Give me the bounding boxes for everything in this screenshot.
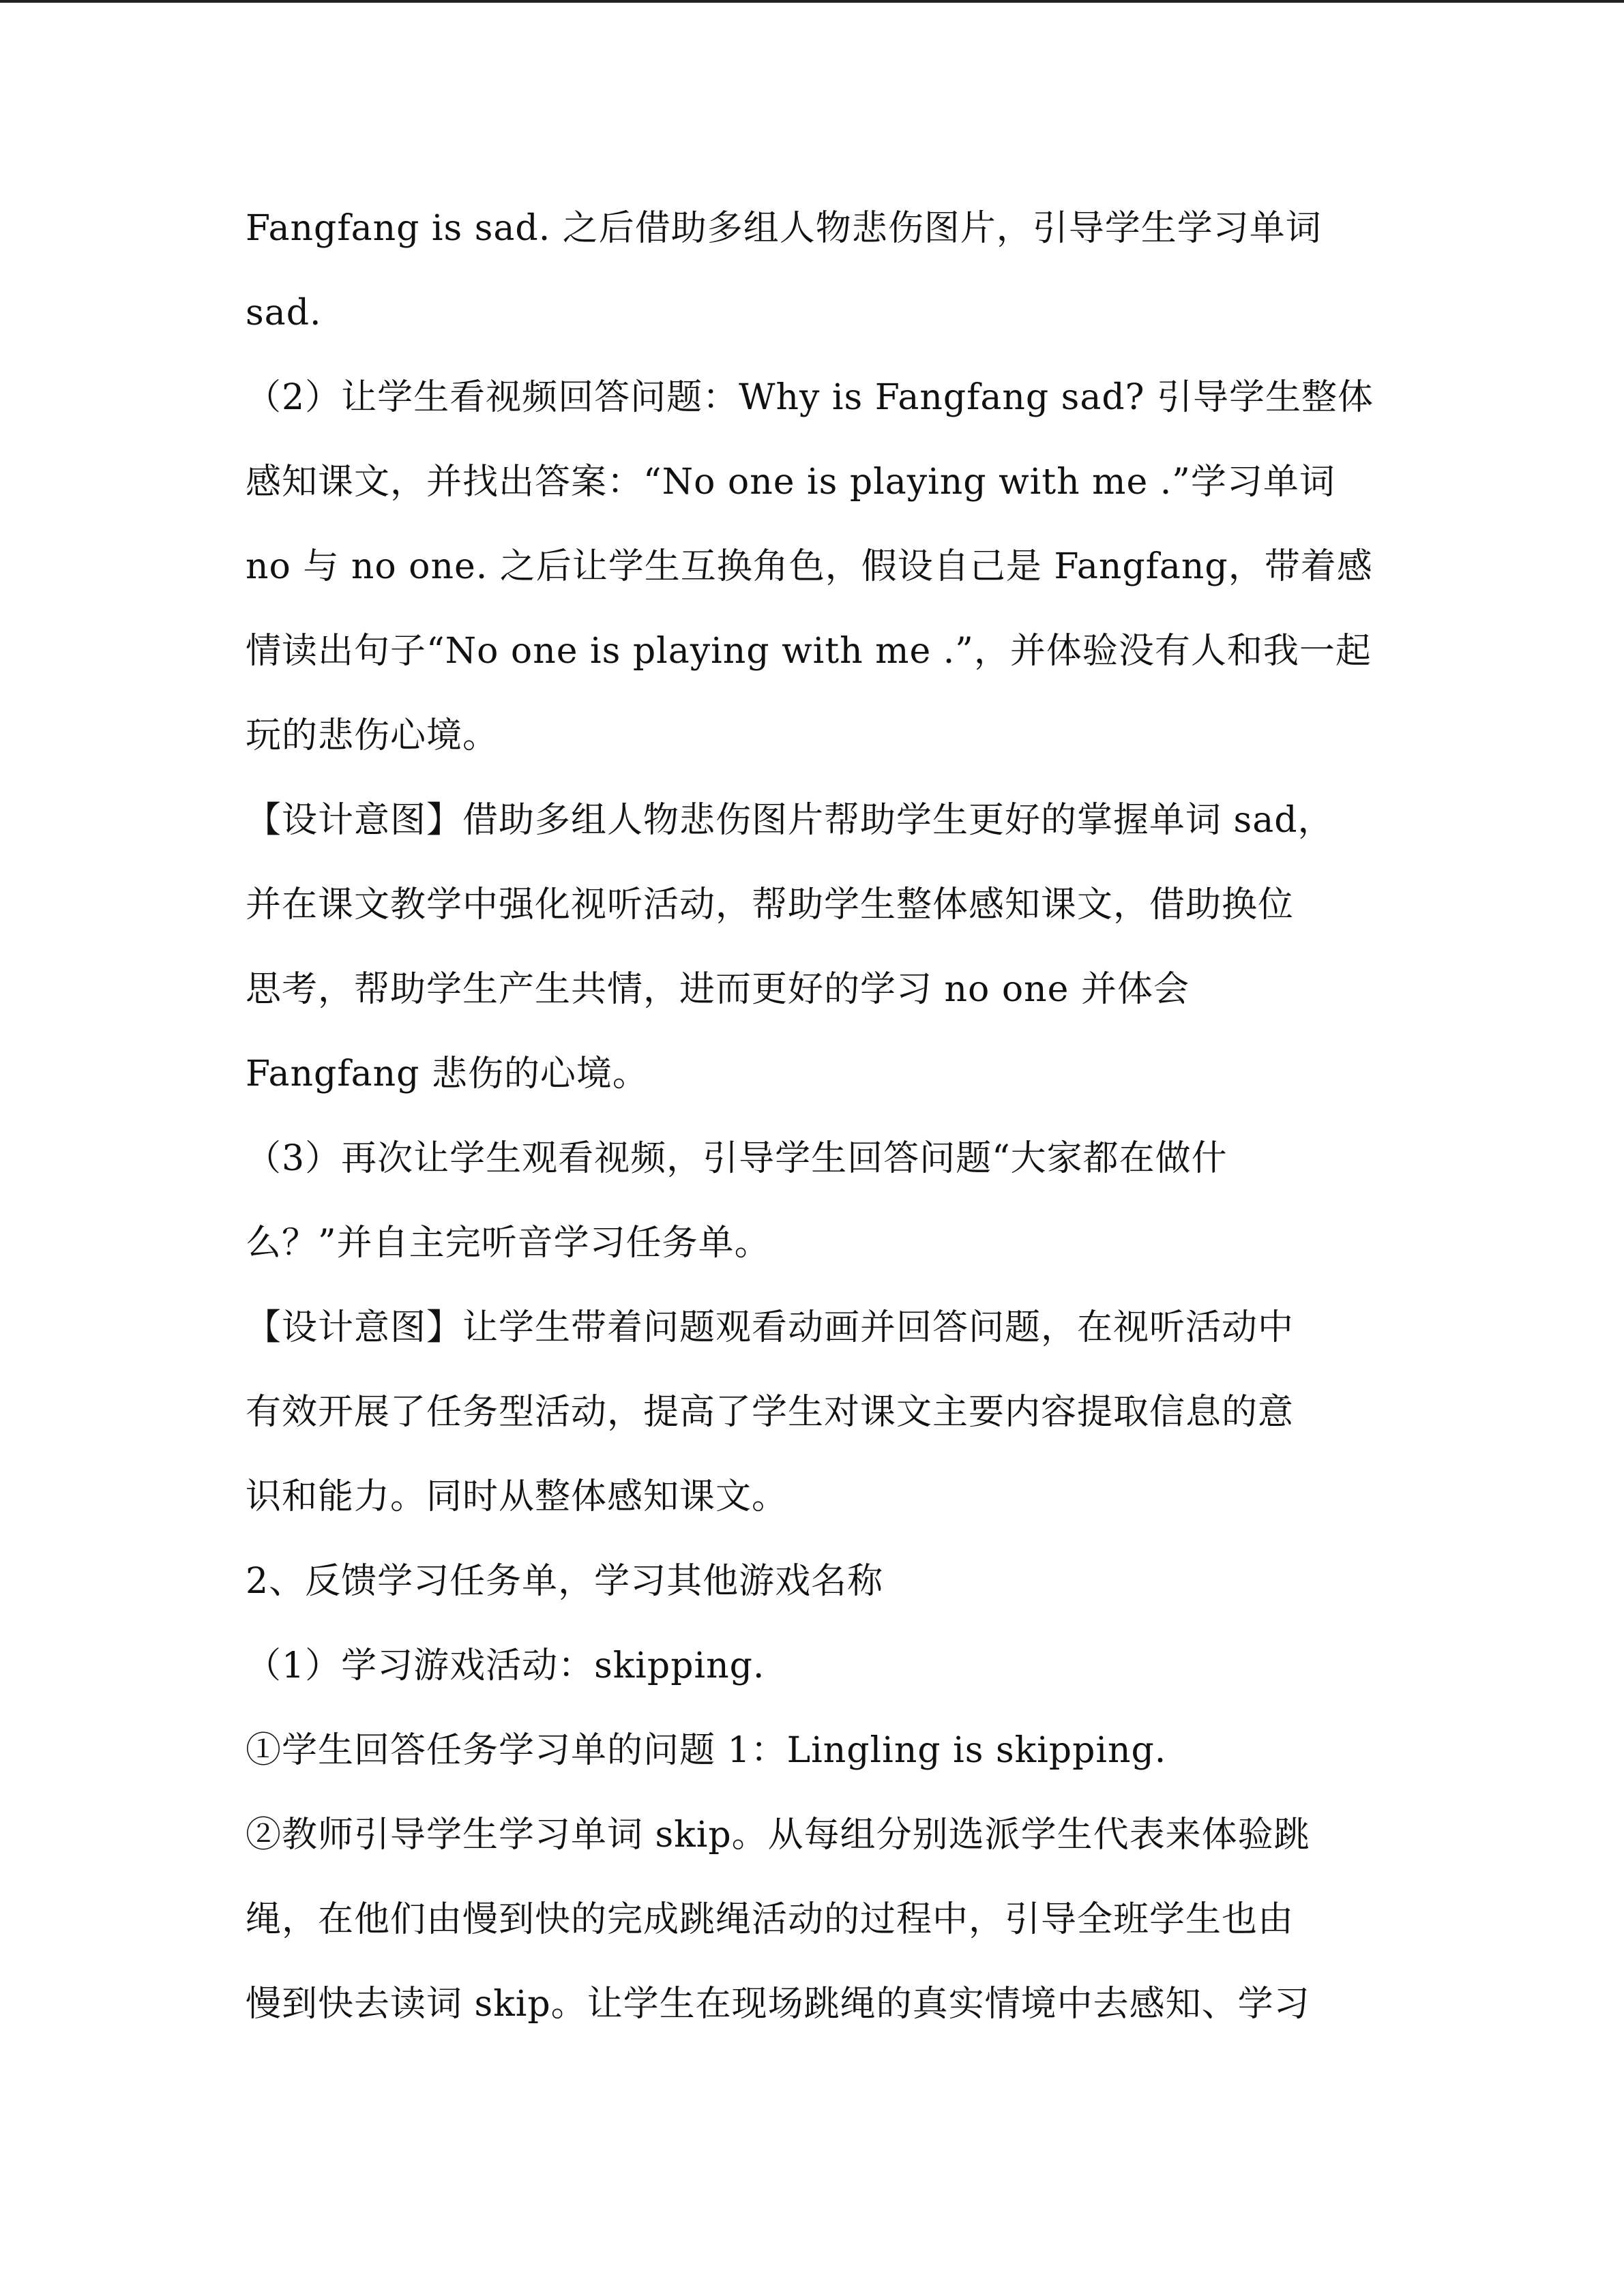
page-top-border (0, 0, 1624, 3)
text-line: 慢到快去读词 skip。让学生在现场跳绳的真实情境中去感知、学习 (246, 1984, 1310, 2025)
design-intent-line: 【设计意图】让学生带着问题观看动画并回答问题，在视听活动中 (246, 1307, 1295, 1348)
text-line: （2）让学生看视频回答问题：Why is Fangfang sad? 引导学生整体 (246, 377, 1374, 418)
text-line: 么？”并自主完听音学习任务单。 (246, 1223, 771, 1264)
text-line: （1）学习游戏活动：skipping. (246, 1645, 765, 1686)
design-intent-line: Fangfang 悲伤的心境。 (246, 1054, 649, 1094)
text-line: 绳，在他们由慢到快的完成跳绳活动的过程中，引导全班学生也由 (246, 1899, 1295, 1940)
design-intent-line: 并在课文教学中强化视听活动，帮助学生整体感知课文，借助换位 (246, 884, 1295, 925)
text-line: 玩的悲伤心境。 (246, 715, 499, 756)
design-intent-line: 识和能力。同时从整体感知课文。 (246, 1476, 788, 1517)
section-heading: 2、反馈学习任务单，学习其他游戏名称 (246, 1561, 884, 1602)
design-intent-line: 【设计意图】借助多组人物悲伤图片帮助学生更好的掌握单词 sad， (246, 800, 1334, 841)
text-line: ①学生回答任务学习单的问题 1：Lingling is skipping. (246, 1730, 1167, 1771)
text-line: sad. (246, 293, 322, 333)
text-line: 感知课文，并找出答案：“No one is playing with me .”学习单词 (246, 462, 1335, 503)
design-intent-line: 思考，帮助学生产生共情，进而更好的学习 no one 并体会 (246, 969, 1190, 1010)
design-intent-line: 有效开展了任务型活动，提高了学生对课文主要内容提取信息的意 (246, 1392, 1295, 1433)
text-line: 情读出句子“No one is playing with me .”，并体验没有人和我一起 (246, 631, 1372, 672)
text-line: （3）再次让学生观看视频，引导学生回答问题“大家都在做什 (246, 1138, 1228, 1179)
text-line: Fangfang is sad. 之后借助多组人物悲伤图片，引导学生学习单词 (246, 208, 1322, 249)
text-line: ②教师引导学生学习单词 skip。从每组分别选派学生代表来体验跳 (246, 1815, 1310, 1855)
text-line: no 与 no one. 之后让学生互换角色，假设自己是 Fangfang，带着感 (246, 546, 1373, 587)
